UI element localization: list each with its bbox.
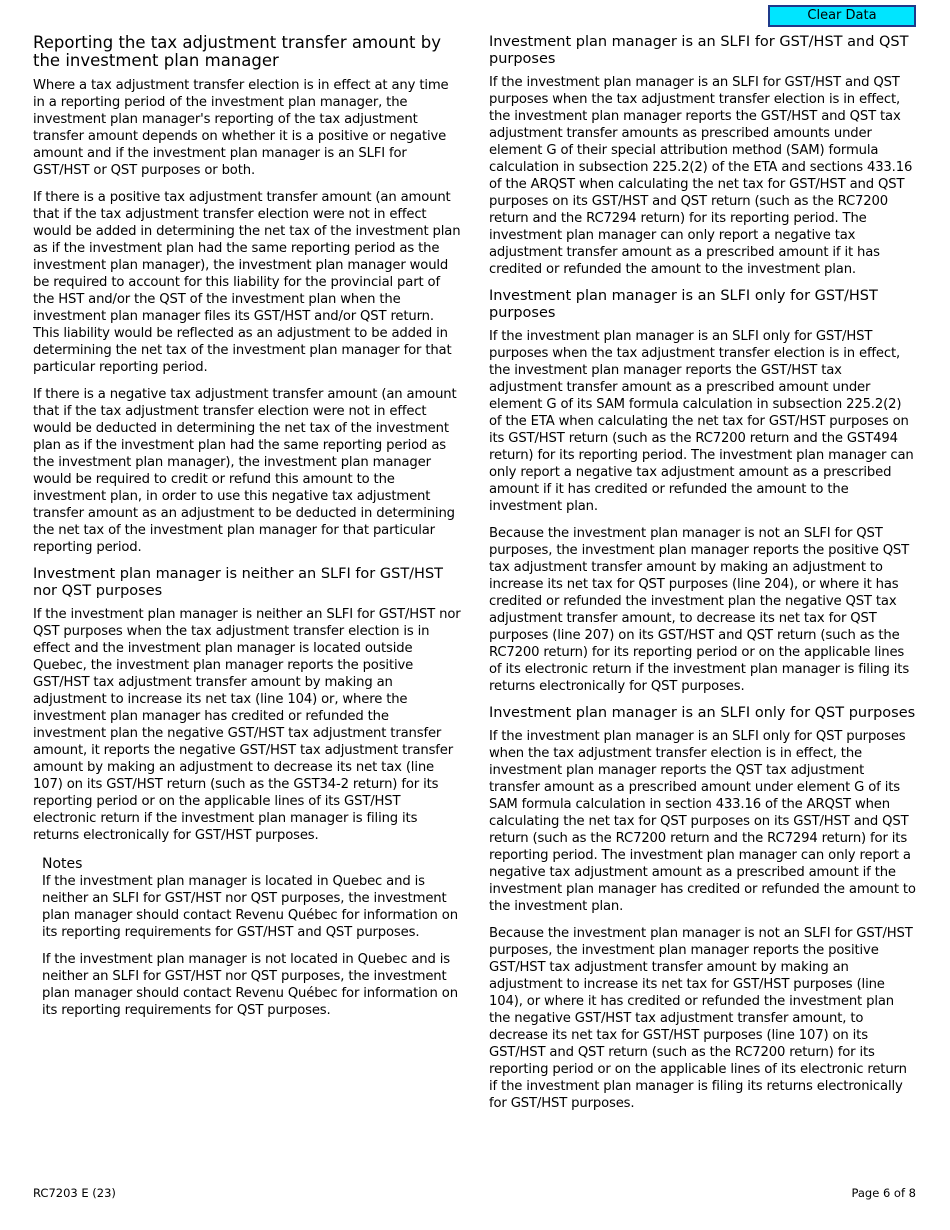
subheading-slfi-gst-only: Investment plan manager is an SLFI only for GST/HST purposes [489, 288, 878, 321]
notes-block [42, 856, 461, 1019]
left-column [33, 34, 461, 1029]
form-identifier: RC7203 E (23) [33, 1186, 116, 1200]
page-number: Page 6 of 8 [851, 1186, 916, 1200]
subheading-slfi-both: Investment plan manager is an SLFI for GST/HST and QST purposes [489, 34, 909, 67]
paragraph-negative-amount: If there is a negative tax adjustment transfer amount (an amount that if the tax adjustment transfer election were not in effect would be deducted in determining the net tax of the investment plan as if the investment plan had the same reporting period as the investment plan manager), the investment plan manager would be required to credit or refund this amount to the investment plan, in order to use this negative tax adjustment transfer amount as an adjustment to be deducted in determining the net tax of the investment plan manager for that particular reporting period. [33, 387, 457, 555]
right-column [489, 34, 917, 1122]
subheading-slfi-qst-only: Investment plan manager is an SLFI only for QST purposes [489, 705, 916, 721]
paragraph-not-slfi-gst: Because the investment plan manager is not an SLFI for GST/HST purposes, the investment plan manager reports the positive GST/HST tax adjustment transfer amount by making an adjustment to increase its net tax for GST/HST purposes (line 104), or where it has credited or refunded the investment plan the negative GST/HST tax adjustment transfer amount, to decrease its net tax for GST/HST purposes (line 107) on its GST/HST and QST return (such as the RC7200 return) for its reporting period or on the applicable lines of its electronic return if the investment plan manager is filing its returns electronically for GST/HST purposes. [489, 926, 913, 1111]
paragraph-neither-slfi: If the investment plan manager is neither an SLFI for GST/HST nor QST purposes when the tax adjustment transfer election is in effect and the investment plan manager is located outside Quebec, the investment plan manager reports the positive GST/HST tax adjustment transfer amount by making an adjustment to increase its net tax (line 104) or, where the investment plan manager has credited or refunded the investment plan the negative GST/HST tax adjustment transfer amount, it reports the negative GST/HST tax adjustment transfer amount by making an adjustment to decrease its net tax (line 107) on its GST/HST return (such as the GST34-2 return) for its reporting period or on the applicable lines of its GST/HST electronic return if the investment plan manager is filing its returns electronically for GST/HST purposes. [33, 607, 461, 843]
paragraph-not-slfi-qst: Because the investment plan manager is not an SLFI for QST purposes, the investment plan manager reports the positive QST tax adjustment transfer amount by making an adjustment to increase its net tax for QST purposes (line 204), or where it has credited or refunded the investment plan the negative QST tax adjustment transfer amount, to decrease its net tax for QST purposes (line 207) on its GST/HST and QST return (such as the RC7200 return) for its reporting period or on the applicable lines of its electronic return if the investment plan manager is filing its returns electronically for QST purposes. [489, 526, 910, 694]
paragraph-positive-amount: If there is a positive tax adjustment transfer amount (an amount that if the tax adjustment transfer election were not in effect would be added in determining the net tax of the investment plan as if the investment plan had the same reporting period as the investment plan manager), the investment plan manager would be required to account for this liability for the provincial part of the HST and/or the QST of the investment plan when the investment plan manager files its GST/HST and/or QST return. This liability would be reflected as an adjustment to be added in determining the net tax of the investment plan manager for that particular reporting period. [33, 190, 461, 375]
paragraph-slfi-qst-only: If the investment plan manager is an SLFI only for QST purposes when the tax adjustment transfer election is in effect, the investment plan manager reports the QST tax adjustment transfer amount as a prescribed amount under element G of its SAM formula calculation in section 433.16 of the ARQST when calculating the net tax for QST purposes on its GST/HST and QST return (such as the RC7200 return and the RC7294 return) for its reporting period. The investment plan manager can only report a negative tax adjustment amount as a prescribed amount if the investment plan manager has credited or refunded the amount to the investment plan. [489, 729, 916, 914]
note-item: If the investment plan manager is located in Quebec and is neither an SLFI for GST/HST nor QST purposes, the investment plan manager should contact Revenu Québec for information on its reporting requirements for GST/HST and QST purposes. [42, 874, 458, 940]
paragraph-slfi-gst-only: If the investment plan manager is an SLFI only for GST/HST purposes when the tax adjustment transfer election is in effect, the investment plan manager reports the GST/HST tax adjustment transfer amount as a prescribed amount under element G of its SAM formula calculation in subsection 225.2(2) of the ETA when calculating the net tax for GST/HST purposes on its GST/HST return (such as the RC7200 return and the GST494 return) for its reporting period. The investment plan manager can only report a negative tax adjustment amount as a prescribed amount if it has credited or refunded the amount to the investment plan. [489, 329, 914, 514]
clear-data-button[interactable]: Clear Data [768, 5, 916, 27]
notes-title: Notes [42, 856, 83, 872]
paragraph-slfi-both: If the investment plan manager is an SLFI for GST/HST and QST purposes when the tax adjustment transfer election is in effect, the investment plan manager reports the GST/HST and QST tax adjustment transfer amounts as prescribed amounts under element G of their special attribution method (SAM) formula calculation in subsection 225.2(2) of the ETA and sections 433.16 of the ARQST when calculating the net tax for GST/HST and QST purposes on its GST/HST and QST return (such as the RC7200 return and the RC7294 return) for its reporting period. The investment plan manager can only report a negative tax adjustment transfer amount as a prescribed amount if it has credited or refunded the amount to the investment plan. [489, 75, 913, 277]
section-heading-reporting: Reporting the tax adjustment transfer amount by the investment plan manager [33, 33, 442, 70]
paragraph-intro: Where a tax adjustment transfer election is in effect at any time in a reporting period of the investment plan manager, the investment plan manager's reporting of the tax adjustment transfer amount depends on whether it is a positive or negative amount and if the investment plan manager is an SLFI for GST/HST or QST purposes or both. [33, 78, 449, 178]
note-item: If the investment plan manager is not located in Quebec and is neither an SLFI for GST/HST nor QST purposes, the investment plan manager should contact Revenu Québec for information on its reporting requirements for QST purposes. [42, 952, 458, 1018]
subheading-neither-slfi: Investment plan manager is neither an SLFI for GST/HST nor QST purposes [33, 566, 444, 599]
